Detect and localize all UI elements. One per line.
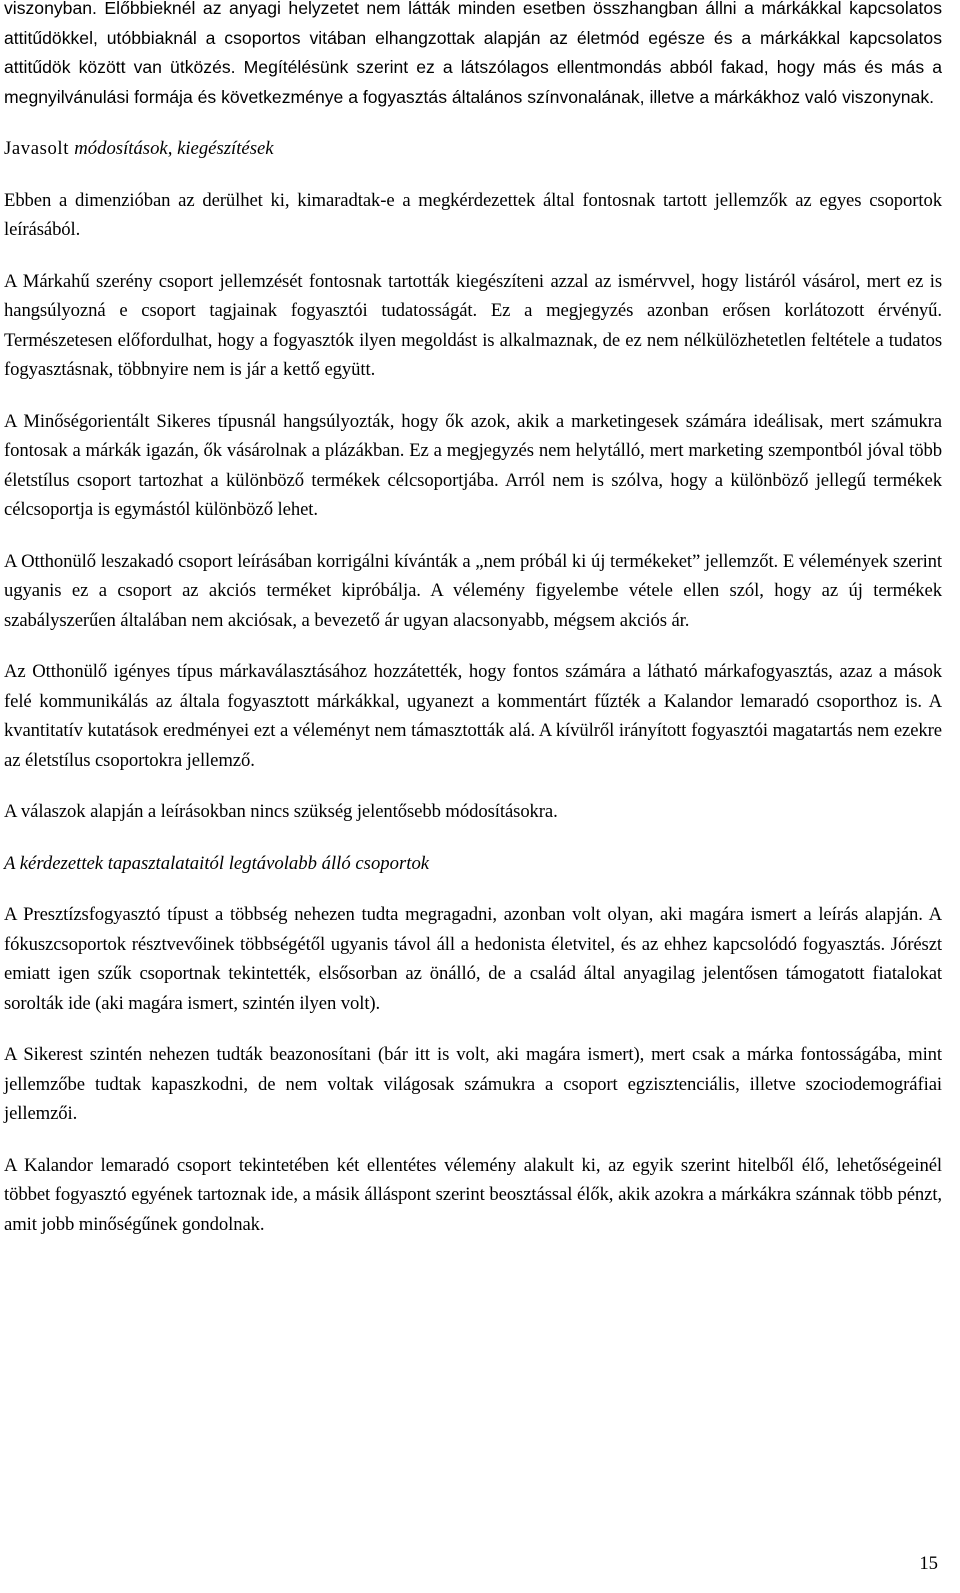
section-heading-modifications [4, 134, 942, 164]
page-body [4, 0, 942, 1261]
paragraph-otthonulo-leszakado: A Otthonülő leszakadó csoport leírásában korrigálni kívánták a „nem próbál ki új termékeket” jellemzőt. E vélemények szerint ugyanis ez a csoport az akciós terméket kipróbálja. A vélemény figyelembe vétele ellen szól, hogy az új termékek szabályszerűen általában nem akciósak, a bevezető ár ugyan alacsonyabb, mégsem akciós ár. [4, 550, 942, 631]
section-heading-distant-groups: A kérdezettek tapasztalataitól legtávolabb álló csoportok [4, 852, 430, 874]
paragraph-sikeres: A Sikerest szintén nehezen tudták beazonosítani (bár itt is volt, aki magára ismert), mert csak a márka fontosságába, mint jellemzőbe tudtak kapaszkodni, de nem voltak világosak számukra a csoport egzisztenciális, illetve szociodemográfiai jellemzői. [4, 1044, 942, 1124]
heading-italic-part: módosítások, kiegészítések [74, 138, 274, 159]
paragraph-kalandor-lemarado: A Kalandor lemaradó csoport tekintetében két ellentétes vélemény alakult ki, az egyik szerint hitelből élő, lehetőségeinél többet fogyasztó egyének tartoznak ide, a másik álláspont szerint beosztással élők, akik azokra a márkákra szánnak több pénzt, amit jobb minőségűnek gondolnak. [4, 1154, 942, 1235]
page-number: 15 [919, 1553, 938, 1574]
paragraph-markahu-szereny: A Márkahű szerény csoport jellemzését fontosnak tartották kiegészíteni azzal az ismérvvel, hogy listáról vásárol, mert ez is hangsúlyozná e csoport tagjainak fogyasztói tudatosságát. Ez a megjegyzés azonban erősen korlátozott érvényű. Természetesen előfordulhat, hogy a fogyasztók ilyen megoldást is alkalmaznak, de ez nem nélkülözhetetlen feltétele a tudatos fogyasztásnak, többnyire nem is jár a kettő együtt. [4, 270, 942, 380]
intro-text-sans-cont: Megítélésünk szerint ez a látszólagos ellentmondás abból fakad, hogy más és más a megnyilvánulási formája és következménye a fogyasztás általános színvonalának, illetve a márkákhoz való viszonynak. [4, 57, 942, 107]
paragraph-presztizsfogyaszto: A Presztízsfogyasztó típust a többség nehezen tudta megragadni, azonban volt olyan, aki magára ismert a leírás alapján. A fókuszcsoportok résztvevőinek többségétől ugyanis távol áll a hedonista életvitel, és az ehhez kapcsolódó fogyasztás. Jórészt emiatt igen szűk csoportnak tekintették, elsősorban az önálló, de a család által anyagilag jelentősen támogatott fiatalokat sorolták ide (aki magára ismert, szintén ilyen volt). [4, 904, 942, 1014]
intro-text-sans: viszonyban. Előbbieknél az anyagi helyzetet nem látták minden esetben összhangban állni a márkákkal kapcsolatos attitűdökkel, utóbbiaknál a csoportos vitában elhangzottak alapján az életmód egésze és a márkákkal kapcsolatos attitűdök között van ütközés. [4, 0, 942, 77]
paragraph-otthonulo-igenyes: Az Otthonülő igényes típus márkaválasztásához hozzátették, hogy fontos számára a látható márkafogyasztás, azaz a mások felé kommunikálás az általa fogyasztott márkákkal, ugyanezt a kommentárt fűzték a Kalandor lemaradó csoporthoz is. A kvantitatív kutatások eredményei ezt a véleményt nem támasztották alá. A kívülről irányított fogyasztói magatartás nem ezekre az életstílus csoportokra jellemző. [4, 661, 942, 771]
paragraph-dimension: Ebben a dimenzióban az derülhet ki, kimaradtak-e a megkérdezettek által fontosnak tartott jellemzők az egyes csoportok leírásából. [4, 189, 942, 240]
paragraph-summary: A válaszok alapján a leírásokban nincs szükség jelentősebb módosításokra. [4, 801, 558, 822]
paragraph-minosegorientalt-sikeres: A Minőségorientált Sikeres típusnál hangsúlyozták, hogy ők azok, akik a marketingesek számára ideálisak, mert számukra fontosak a márkák igazán, ők vásárolnak a plázákban. Ez a megjegyzés nem helytálló, mert marketing szempontból jóval több életstílus csoport tartozhat a különböző termékek célcsoportjába. Arról nem is szólva, hogy a különböző jellegű termékek célcsoportja is egymástól különböző lehet. [4, 410, 942, 520]
heading-plain-part: Javasolt [4, 138, 75, 159]
intro-paragraph [4, 0, 942, 112]
